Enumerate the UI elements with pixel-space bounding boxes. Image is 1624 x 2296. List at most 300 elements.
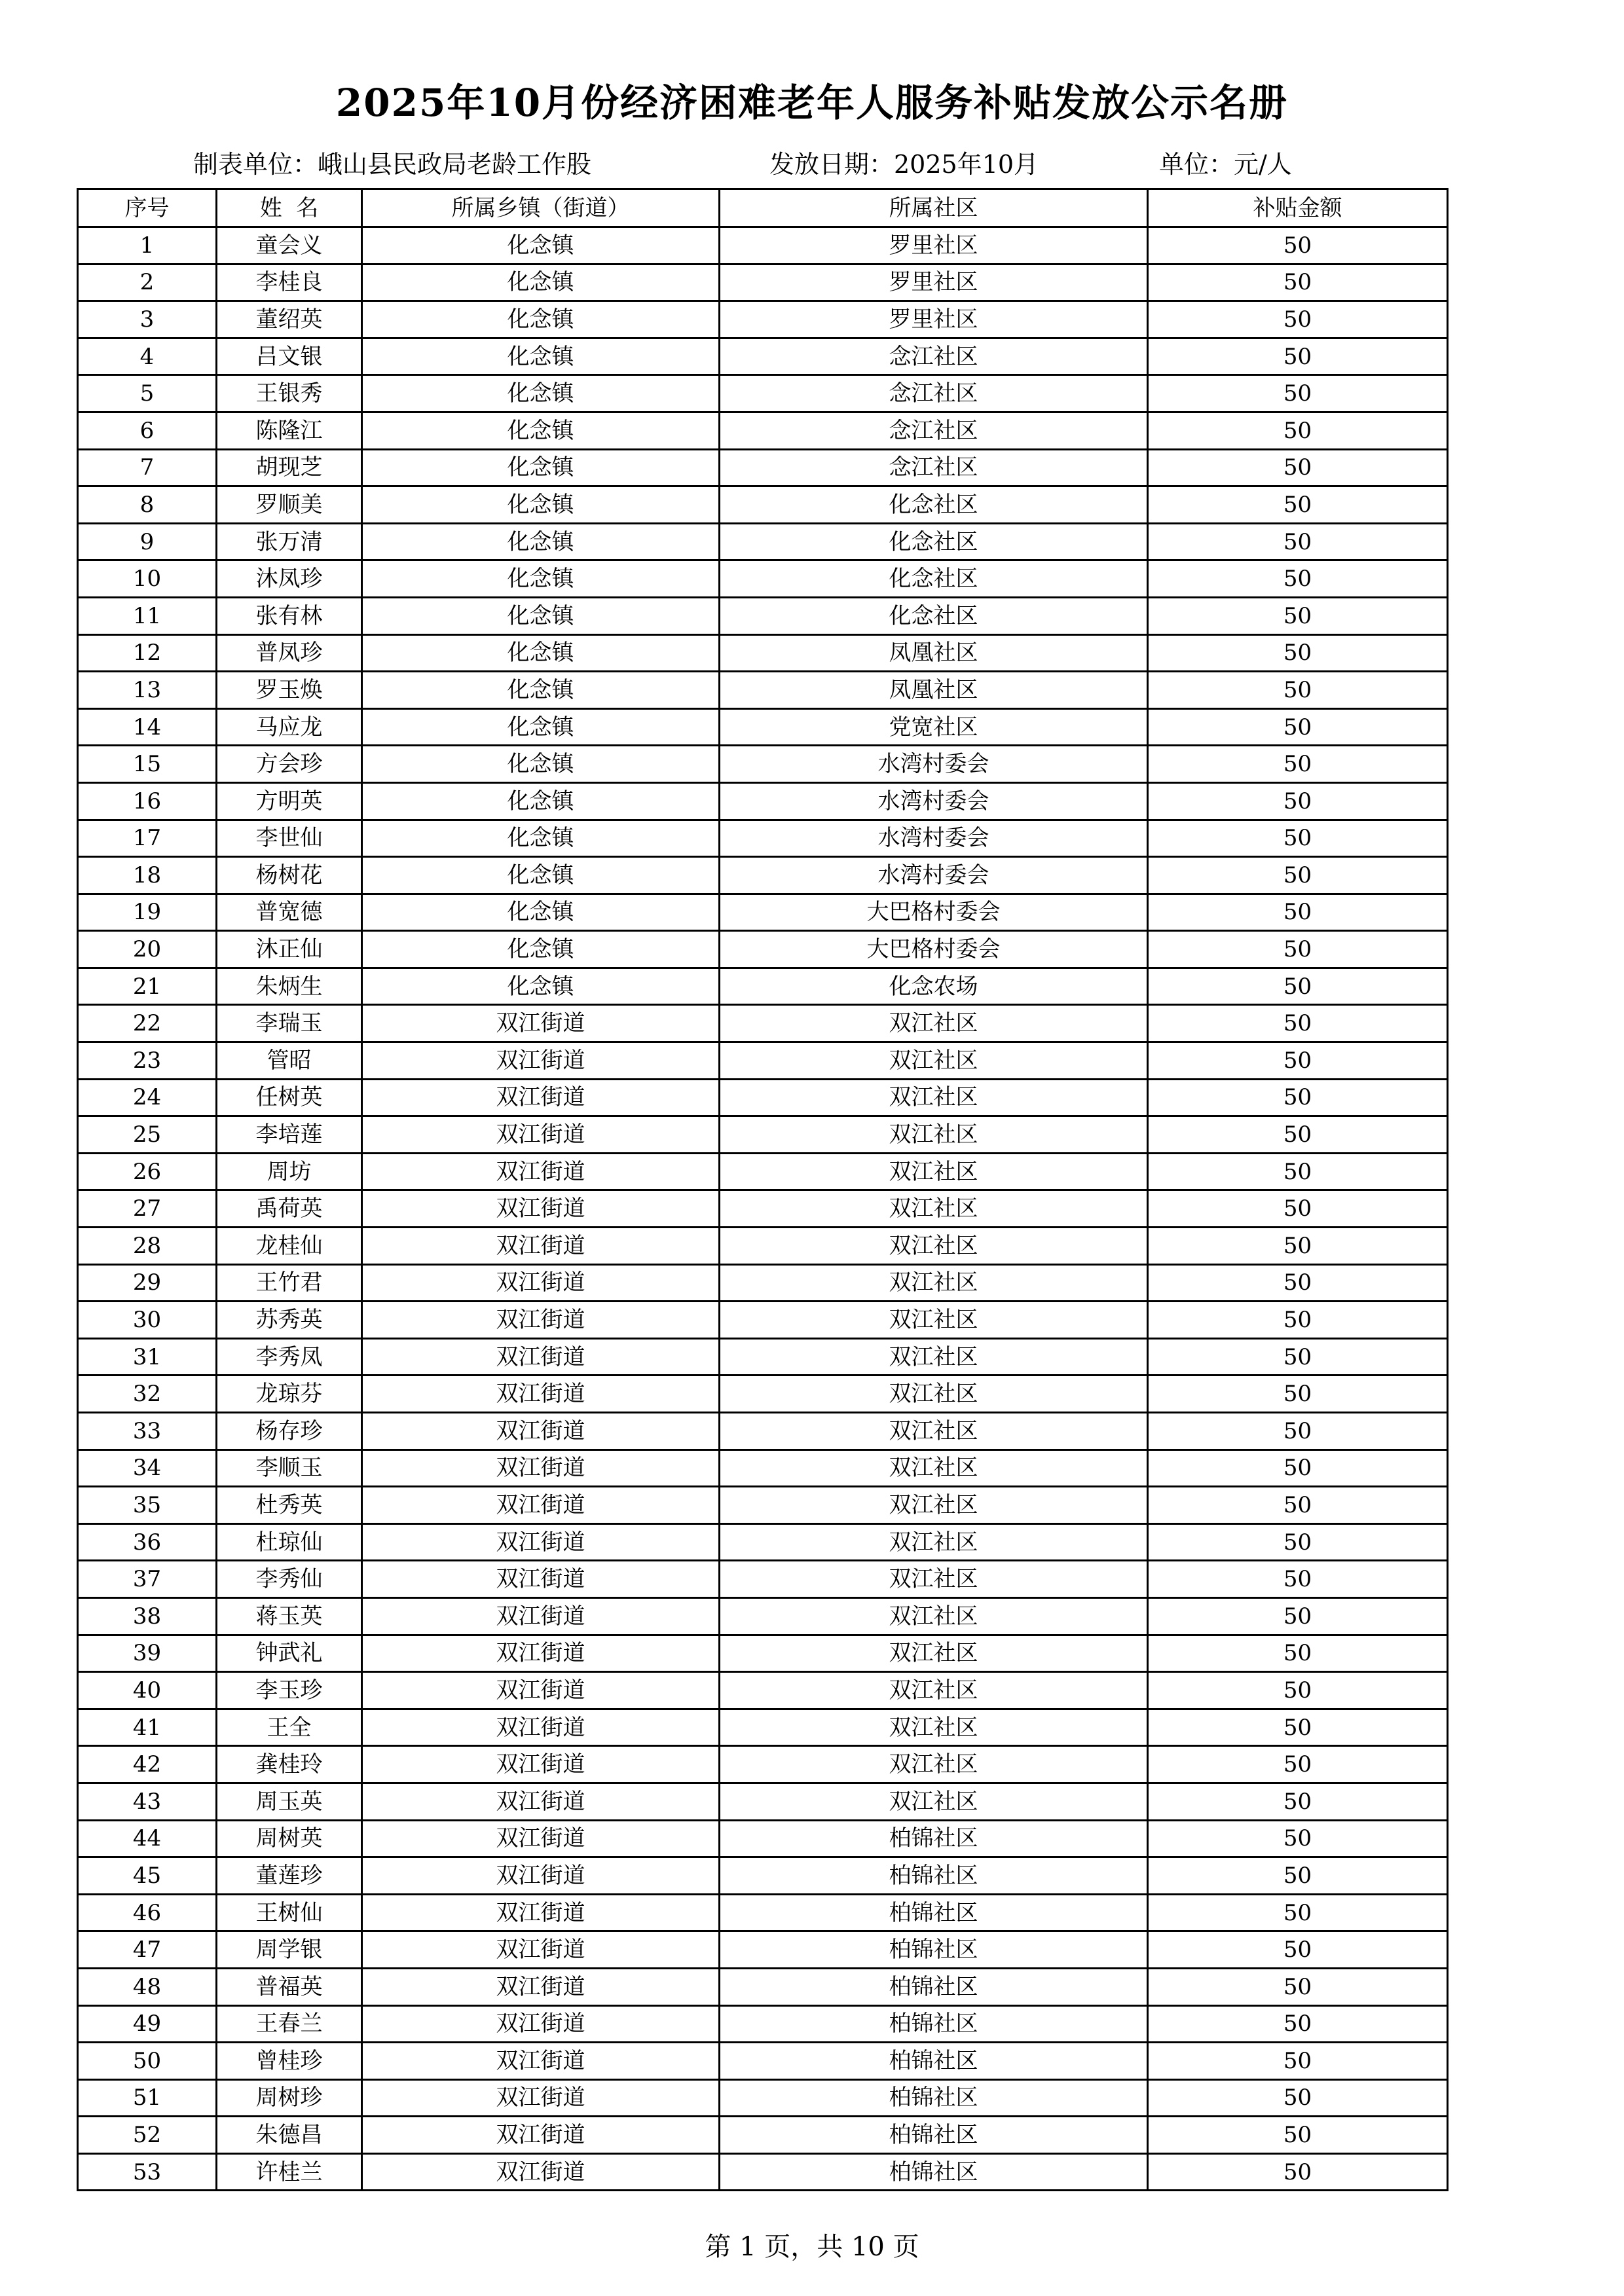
community: 双江社区 xyxy=(720,1116,1148,1154)
row-index: 42 xyxy=(78,1746,217,1783)
row-index: 51 xyxy=(78,2079,217,2117)
community: 化念农场 xyxy=(720,968,1148,1005)
community: 水湾村委会 xyxy=(720,857,1148,894)
community: 双江社区 xyxy=(720,1449,1148,1487)
township: 化念镇 xyxy=(362,672,720,709)
township: 双江街道 xyxy=(362,1783,720,1820)
row-index: 40 xyxy=(78,1672,217,1709)
subsidy-amount: 50 xyxy=(1148,1746,1448,1783)
column-header-community: 所属社区 xyxy=(720,189,1148,227)
table-row xyxy=(78,1413,1448,1450)
issue-date: 发放日期：2025年10月 xyxy=(769,150,1039,179)
subsidy-amount: 50 xyxy=(1148,894,1448,931)
row-index: 36 xyxy=(78,1523,217,1561)
row-index: 46 xyxy=(78,1894,217,1931)
community: 念江社区 xyxy=(720,375,1148,412)
person-name: 方会珍 xyxy=(217,746,362,783)
community: 凤凰社区 xyxy=(720,634,1148,672)
row-index: 28 xyxy=(78,1228,217,1265)
subsidy-amount: 50 xyxy=(1148,597,1448,634)
community: 双江社区 xyxy=(720,1264,1148,1302)
row-index: 24 xyxy=(78,1079,217,1116)
person-name: 普福英 xyxy=(217,1968,362,2005)
township: 化念镇 xyxy=(362,931,720,968)
subsidy-amount: 50 xyxy=(1148,1783,1448,1820)
subsidy-amount: 50 xyxy=(1148,1857,1448,1895)
table-row xyxy=(78,2005,1448,2043)
subsidy-amount: 50 xyxy=(1148,1968,1448,2005)
table-row xyxy=(78,1302,1448,1339)
table-row xyxy=(78,264,1448,301)
subsidy-amount: 50 xyxy=(1148,1672,1448,1709)
person-name: 龙桂仙 xyxy=(217,1228,362,1265)
row-index: 32 xyxy=(78,1376,217,1413)
person-name: 王银秀 xyxy=(217,375,362,412)
township: 双江街道 xyxy=(362,1820,720,1857)
subsidy-amount: 50 xyxy=(1148,1228,1448,1265)
person-name: 沐凤珍 xyxy=(217,560,362,598)
township: 双江街道 xyxy=(362,1413,720,1450)
row-index: 11 xyxy=(78,597,217,634)
subsidy-amount: 50 xyxy=(1148,227,1448,264)
row-index: 39 xyxy=(78,1635,217,1672)
person-name: 董绍英 xyxy=(217,301,362,338)
community: 双江社区 xyxy=(720,1783,1148,1820)
person-name: 陈隆江 xyxy=(217,412,362,449)
person-name: 王春兰 xyxy=(217,2005,362,2043)
subsidy-amount: 50 xyxy=(1148,560,1448,598)
table-row xyxy=(78,597,1448,634)
subsidy-amount: 50 xyxy=(1148,1190,1448,1228)
township: 双江街道 xyxy=(362,1116,720,1154)
township: 化念镇 xyxy=(362,560,720,598)
table-row xyxy=(78,820,1448,857)
community: 柏锦社区 xyxy=(720,1820,1148,1857)
community: 双江社区 xyxy=(720,1153,1148,1190)
community: 双江社区 xyxy=(720,1672,1148,1709)
table-row xyxy=(78,1264,1448,1302)
table-row xyxy=(78,746,1448,783)
township: 双江街道 xyxy=(362,1597,720,1635)
row-index: 10 xyxy=(78,560,217,598)
row-index: 34 xyxy=(78,1449,217,1487)
subsidy-amount: 50 xyxy=(1148,1153,1448,1190)
table-row xyxy=(78,1894,1448,1931)
township: 化念镇 xyxy=(362,597,720,634)
township: 化念镇 xyxy=(362,746,720,783)
person-name: 董莲珍 xyxy=(217,1857,362,1895)
township: 双江街道 xyxy=(362,1672,720,1709)
row-index: 12 xyxy=(78,634,217,672)
row-index: 30 xyxy=(78,1302,217,1339)
row-index: 1 xyxy=(78,227,217,264)
subsidy-amount: 50 xyxy=(1148,1561,1448,1598)
subsidy-amount: 50 xyxy=(1148,1523,1448,1561)
township: 双江街道 xyxy=(362,1302,720,1339)
table-row xyxy=(78,1635,1448,1672)
row-index: 49 xyxy=(78,2005,217,2043)
community: 罗里社区 xyxy=(720,227,1148,264)
township: 化念镇 xyxy=(362,820,720,857)
person-name: 李秀仙 xyxy=(217,1561,362,1598)
table-row xyxy=(78,672,1448,709)
table-row xyxy=(78,338,1448,375)
person-name: 苏秀英 xyxy=(217,1302,362,1339)
table-row xyxy=(78,1597,1448,1635)
person-name: 杜琼仙 xyxy=(217,1523,362,1561)
person-name: 王全 xyxy=(217,1709,362,1746)
subsidy-amount: 50 xyxy=(1148,1413,1448,1450)
township: 化念镇 xyxy=(362,449,720,486)
community: 柏锦社区 xyxy=(720,1857,1148,1895)
subsidy-amount: 50 xyxy=(1148,1042,1448,1080)
table-row xyxy=(78,449,1448,486)
person-name: 曾桂珍 xyxy=(217,2043,362,2080)
row-index: 4 xyxy=(78,338,217,375)
row-index: 21 xyxy=(78,968,217,1005)
table-row xyxy=(78,782,1448,820)
table-row xyxy=(78,2117,1448,2154)
row-index: 9 xyxy=(78,523,217,560)
person-name: 周树英 xyxy=(217,1820,362,1857)
subsidy-amount: 50 xyxy=(1148,338,1448,375)
table-row xyxy=(78,1487,1448,1524)
township: 化念镇 xyxy=(362,708,720,746)
community: 双江社区 xyxy=(720,1338,1148,1376)
person-name: 杨存珍 xyxy=(217,1413,362,1450)
row-index: 45 xyxy=(78,1857,217,1895)
table-row xyxy=(78,1190,1448,1228)
table-row xyxy=(78,2079,1448,2117)
community: 双江社区 xyxy=(720,1376,1148,1413)
township: 双江街道 xyxy=(362,1079,720,1116)
township: 双江街道 xyxy=(362,1968,720,2005)
community: 念江社区 xyxy=(720,412,1148,449)
person-name: 马应龙 xyxy=(217,708,362,746)
row-index: 5 xyxy=(78,375,217,412)
row-index: 52 xyxy=(78,2117,217,2154)
community: 柏锦社区 xyxy=(720,2079,1148,2117)
table-row xyxy=(78,1820,1448,1857)
community: 大巴格村委会 xyxy=(720,931,1148,968)
community: 双江社区 xyxy=(720,1228,1148,1265)
subsidy-amount: 50 xyxy=(1148,1449,1448,1487)
township: 化念镇 xyxy=(362,264,720,301)
township: 双江街道 xyxy=(362,1228,720,1265)
community: 柏锦社区 xyxy=(720,2153,1148,2191)
community: 罗里社区 xyxy=(720,301,1148,338)
row-index: 3 xyxy=(78,301,217,338)
township: 双江街道 xyxy=(362,1487,720,1524)
row-index: 53 xyxy=(78,2153,217,2191)
table-row xyxy=(78,1228,1448,1265)
person-name: 胡现芝 xyxy=(217,449,362,486)
person-name: 周坊 xyxy=(217,1153,362,1190)
person-name: 李玉珍 xyxy=(217,1672,362,1709)
person-name: 李培莲 xyxy=(217,1116,362,1154)
township: 双江街道 xyxy=(362,1635,720,1672)
subsidy-amount: 50 xyxy=(1148,2153,1448,2191)
community: 水湾村委会 xyxy=(720,782,1148,820)
subsidy-amount: 50 xyxy=(1148,264,1448,301)
row-index: 18 xyxy=(78,857,217,894)
person-name: 李世仙 xyxy=(217,820,362,857)
table-row xyxy=(78,1153,1448,1190)
table-row xyxy=(78,486,1448,524)
row-index: 17 xyxy=(78,820,217,857)
person-name: 杨树花 xyxy=(217,857,362,894)
subsidy-table xyxy=(77,188,1449,2191)
subsidy-amount: 50 xyxy=(1148,2079,1448,2117)
person-name: 张有林 xyxy=(217,597,362,634)
subsidy-amount: 50 xyxy=(1148,1005,1448,1042)
table-row xyxy=(78,2043,1448,2080)
person-name: 禹荷英 xyxy=(217,1190,362,1228)
row-index: 29 xyxy=(78,1264,217,1302)
community: 双江社区 xyxy=(720,1190,1148,1228)
row-index: 38 xyxy=(78,1597,217,1635)
subsidy-amount: 50 xyxy=(1148,523,1448,560)
row-index: 25 xyxy=(78,1116,217,1154)
person-name: 童会义 xyxy=(217,227,362,264)
subsidy-amount: 50 xyxy=(1148,820,1448,857)
table-header-row xyxy=(78,189,1448,227)
person-name: 蒋玉英 xyxy=(217,1597,362,1635)
subsidy-amount: 50 xyxy=(1148,782,1448,820)
table-row xyxy=(78,1857,1448,1895)
person-name: 龙琼芬 xyxy=(217,1376,362,1413)
row-index: 50 xyxy=(78,2043,217,2080)
community: 双江社区 xyxy=(720,1523,1148,1561)
community: 双江社区 xyxy=(720,1413,1148,1450)
person-name: 王竹君 xyxy=(217,1264,362,1302)
table-row xyxy=(78,1709,1448,1746)
row-index: 7 xyxy=(78,449,217,486)
township: 双江街道 xyxy=(362,1005,720,1042)
township: 双江街道 xyxy=(362,1376,720,1413)
table-row xyxy=(78,1079,1448,1116)
township: 双江街道 xyxy=(362,1449,720,1487)
person-name: 方明英 xyxy=(217,782,362,820)
subsidy-amount: 50 xyxy=(1148,1302,1448,1339)
row-index: 20 xyxy=(78,931,217,968)
community: 水湾村委会 xyxy=(720,820,1148,857)
row-index: 44 xyxy=(78,1820,217,1857)
community: 双江社区 xyxy=(720,1487,1148,1524)
person-name: 周玉英 xyxy=(217,1783,362,1820)
subsidy-amount: 50 xyxy=(1148,412,1448,449)
subsidy-amount: 50 xyxy=(1148,708,1448,746)
township: 化念镇 xyxy=(362,857,720,894)
person-name: 李瑞玉 xyxy=(217,1005,362,1042)
subsidy-amount: 50 xyxy=(1148,746,1448,783)
row-index: 22 xyxy=(78,1005,217,1042)
township: 化念镇 xyxy=(362,412,720,449)
township: 化念镇 xyxy=(362,894,720,931)
table-row xyxy=(78,2153,1448,2191)
row-index: 15 xyxy=(78,746,217,783)
township: 双江街道 xyxy=(362,2079,720,2117)
table-row xyxy=(78,1561,1448,1598)
person-name: 朱德昌 xyxy=(217,2117,362,2154)
township: 双江街道 xyxy=(362,1709,720,1746)
row-index: 19 xyxy=(78,894,217,931)
subsidy-amount: 50 xyxy=(1148,672,1448,709)
table-row xyxy=(78,1449,1448,1487)
person-name: 李桂良 xyxy=(217,264,362,301)
person-name: 龚桂玲 xyxy=(217,1746,362,1783)
table-row xyxy=(78,1338,1448,1376)
column-header-index: 序号 xyxy=(78,189,217,227)
subsidy-amount: 50 xyxy=(1148,1931,1448,1969)
subsidy-amount: 50 xyxy=(1148,1487,1448,1524)
row-index: 47 xyxy=(78,1931,217,1969)
row-index: 6 xyxy=(78,412,217,449)
township: 双江街道 xyxy=(362,1153,720,1190)
person-name: 罗顺美 xyxy=(217,486,362,524)
person-name: 沐正仙 xyxy=(217,931,362,968)
subsidy-amount: 50 xyxy=(1148,857,1448,894)
person-name: 管昭 xyxy=(217,1042,362,1080)
township: 双江街道 xyxy=(362,1561,720,1598)
row-index: 43 xyxy=(78,1783,217,1820)
subsidy-amount: 50 xyxy=(1148,1709,1448,1746)
table-row xyxy=(78,1116,1448,1154)
table-row xyxy=(78,1376,1448,1413)
township: 双江街道 xyxy=(362,1894,720,1931)
township: 双江街道 xyxy=(362,1746,720,1783)
table-row xyxy=(78,1672,1448,1709)
community: 化念社区 xyxy=(720,523,1148,560)
community: 双江社区 xyxy=(720,1709,1148,1746)
community: 柏锦社区 xyxy=(720,2005,1148,2043)
subsidy-amount: 50 xyxy=(1148,486,1448,524)
community: 柏锦社区 xyxy=(720,1931,1148,1969)
table-body xyxy=(78,227,1448,2191)
township: 化念镇 xyxy=(362,782,720,820)
community: 双江社区 xyxy=(720,1042,1148,1080)
community: 柏锦社区 xyxy=(720,1968,1148,2005)
community: 化念社区 xyxy=(720,486,1148,524)
subsidy-amount: 50 xyxy=(1148,2005,1448,2043)
subsidy-amount: 50 xyxy=(1148,2043,1448,2080)
row-index: 2 xyxy=(78,264,217,301)
person-name: 罗玉焕 xyxy=(217,672,362,709)
subsidy-amount: 50 xyxy=(1148,1376,1448,1413)
subsidy-amount: 50 xyxy=(1148,931,1448,968)
community: 党宽社区 xyxy=(720,708,1148,746)
table-row xyxy=(78,894,1448,931)
township: 双江街道 xyxy=(362,2117,720,2154)
community: 罗里社区 xyxy=(720,264,1148,301)
township: 双江街道 xyxy=(362,2153,720,2191)
township: 双江街道 xyxy=(362,1523,720,1561)
table-row xyxy=(78,931,1448,968)
person-name: 李顺玉 xyxy=(217,1449,362,1487)
community: 大巴格村委会 xyxy=(720,894,1148,931)
township: 双江街道 xyxy=(362,1190,720,1228)
community: 念江社区 xyxy=(720,338,1148,375)
row-index: 35 xyxy=(78,1487,217,1524)
township: 化念镇 xyxy=(362,486,720,524)
page-title: 2025年10月份经济困难老年人服务补贴发放公示名册 xyxy=(335,81,1289,125)
table-row xyxy=(78,968,1448,1005)
community: 双江社区 xyxy=(720,1635,1148,1672)
township: 化念镇 xyxy=(362,634,720,672)
subsidy-amount: 50 xyxy=(1148,1264,1448,1302)
subsidy-amount: 50 xyxy=(1148,1079,1448,1116)
table-row xyxy=(78,1523,1448,1561)
table-row xyxy=(78,857,1448,894)
row-index: 48 xyxy=(78,1968,217,2005)
table-row xyxy=(78,1005,1448,1042)
community: 双江社区 xyxy=(720,1746,1148,1783)
table-row xyxy=(78,634,1448,672)
table-row xyxy=(78,1783,1448,1820)
community: 双江社区 xyxy=(720,1079,1148,1116)
township: 双江街道 xyxy=(362,1857,720,1895)
table-row xyxy=(78,301,1448,338)
table-row xyxy=(78,1931,1448,1969)
person-name: 许桂兰 xyxy=(217,2153,362,2191)
person-name: 任树英 xyxy=(217,1079,362,1116)
township: 化念镇 xyxy=(362,523,720,560)
table-row xyxy=(78,1042,1448,1080)
person-name: 普凤珍 xyxy=(217,634,362,672)
person-name: 李秀凤 xyxy=(217,1338,362,1376)
community: 化念社区 xyxy=(720,560,1148,598)
table-row xyxy=(78,560,1448,598)
row-index: 26 xyxy=(78,1153,217,1190)
subsidy-amount: 50 xyxy=(1148,375,1448,412)
row-index: 8 xyxy=(78,486,217,524)
person-name: 钟武礼 xyxy=(217,1635,362,1672)
community: 水湾村委会 xyxy=(720,746,1148,783)
township: 双江街道 xyxy=(362,1931,720,1969)
community: 柏锦社区 xyxy=(720,1894,1148,1931)
row-index: 27 xyxy=(78,1190,217,1228)
row-index: 23 xyxy=(78,1042,217,1080)
row-index: 14 xyxy=(78,708,217,746)
subsidy-amount: 50 xyxy=(1148,301,1448,338)
community: 念江社区 xyxy=(720,449,1148,486)
table-row xyxy=(78,375,1448,412)
subsidy-amount: 50 xyxy=(1148,634,1448,672)
table-row xyxy=(78,523,1448,560)
township: 双江街道 xyxy=(362,1042,720,1080)
township: 化念镇 xyxy=(362,338,720,375)
community: 双江社区 xyxy=(720,1302,1148,1339)
page-footer: 第 1 页，共 10 页 xyxy=(705,2232,919,2262)
township: 双江街道 xyxy=(362,1338,720,1376)
community: 柏锦社区 xyxy=(720,2043,1148,2080)
township: 双江街道 xyxy=(362,2043,720,2080)
community: 化念社区 xyxy=(720,597,1148,634)
subsidy-amount: 50 xyxy=(1148,1597,1448,1635)
township: 化念镇 xyxy=(362,227,720,264)
person-name: 周树珍 xyxy=(217,2079,362,2117)
subsidy-amount: 50 xyxy=(1148,449,1448,486)
township: 化念镇 xyxy=(362,968,720,1005)
person-name: 王树仙 xyxy=(217,1894,362,1931)
person-name: 朱炳生 xyxy=(217,968,362,1005)
person-name: 吕文银 xyxy=(217,338,362,375)
row-index: 31 xyxy=(78,1338,217,1376)
table-row xyxy=(78,708,1448,746)
township: 双江街道 xyxy=(362,2005,720,2043)
person-name: 普宽德 xyxy=(217,894,362,931)
currency-unit: 单位：元/人 xyxy=(1159,150,1292,179)
